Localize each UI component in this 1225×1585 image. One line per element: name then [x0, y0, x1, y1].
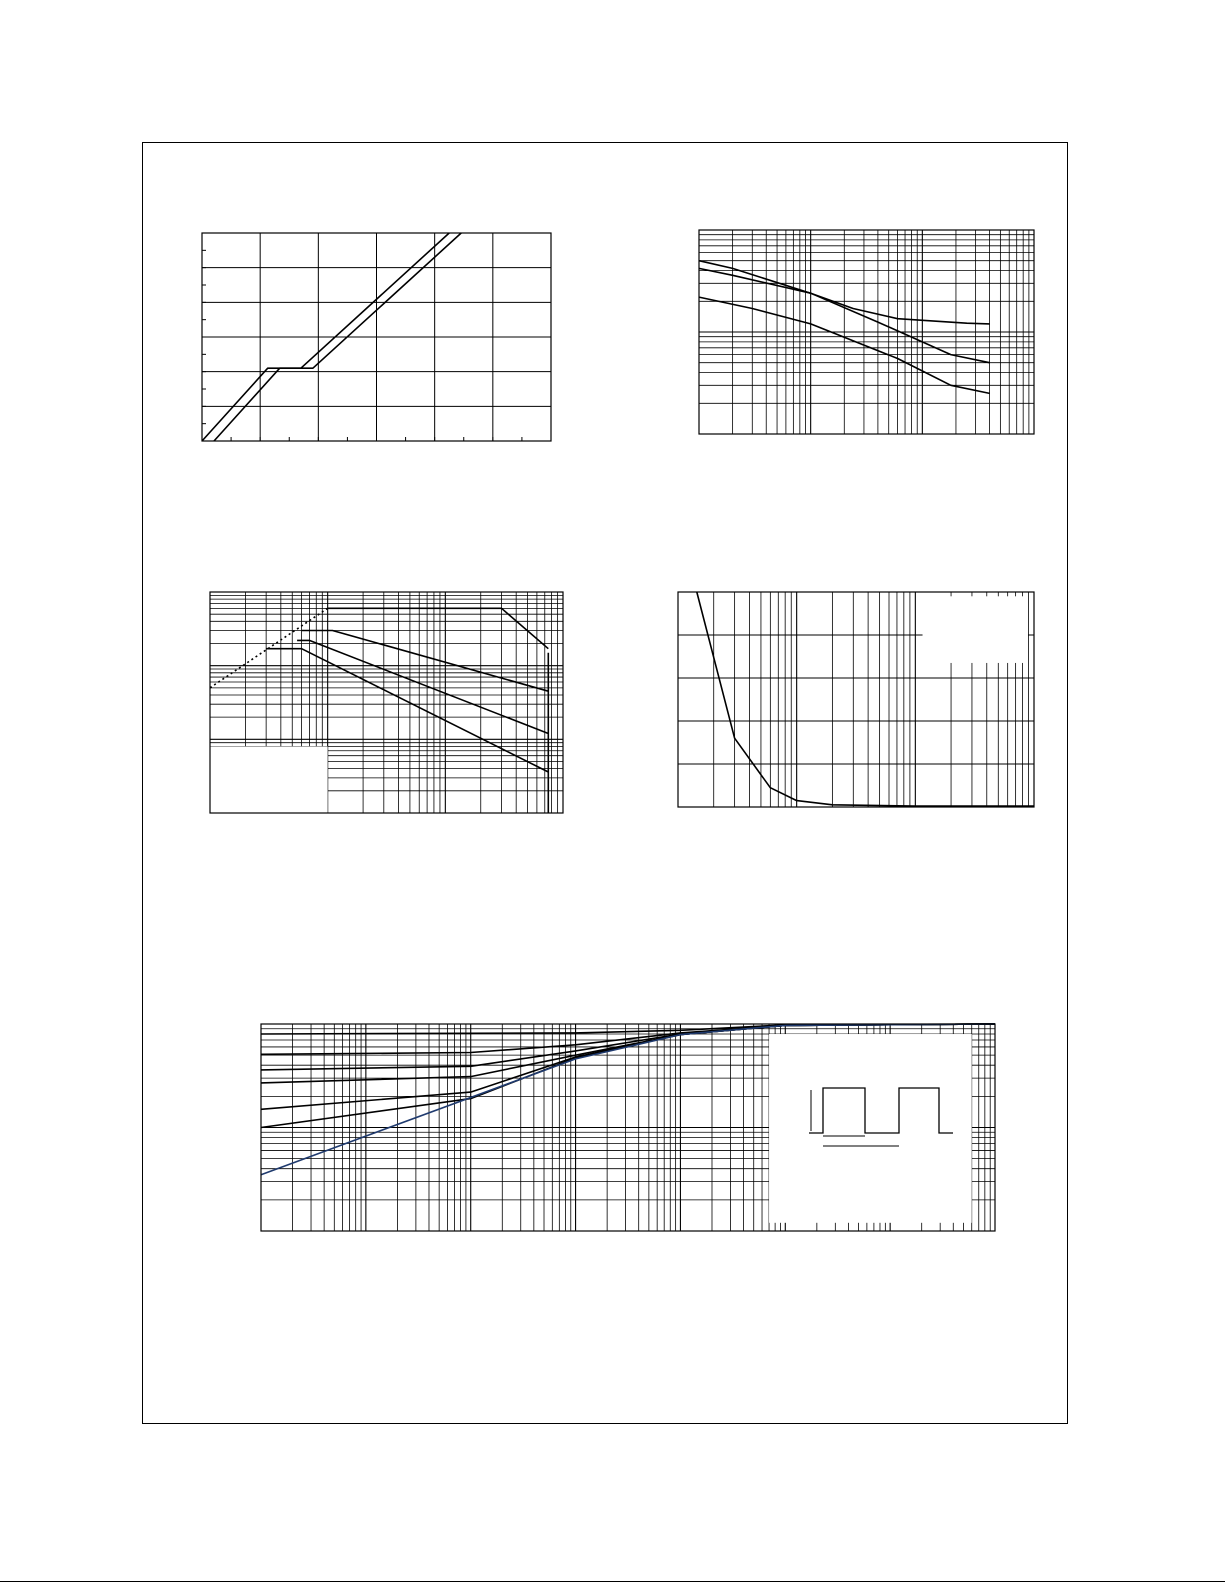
label-area	[923, 596, 1028, 663]
chart-5	[261, 1024, 995, 1231]
footer-rule	[0, 1581, 1225, 1582]
label-area	[210, 746, 328, 813]
series-line-4	[297, 640, 548, 733]
chart-1	[202, 233, 551, 441]
chart-2	[699, 230, 1034, 434]
label-area	[769, 1034, 972, 1223]
chart-4	[678, 592, 1034, 807]
chart-3	[210, 592, 563, 813]
grid	[699, 230, 1034, 434]
grid	[202, 233, 551, 441]
